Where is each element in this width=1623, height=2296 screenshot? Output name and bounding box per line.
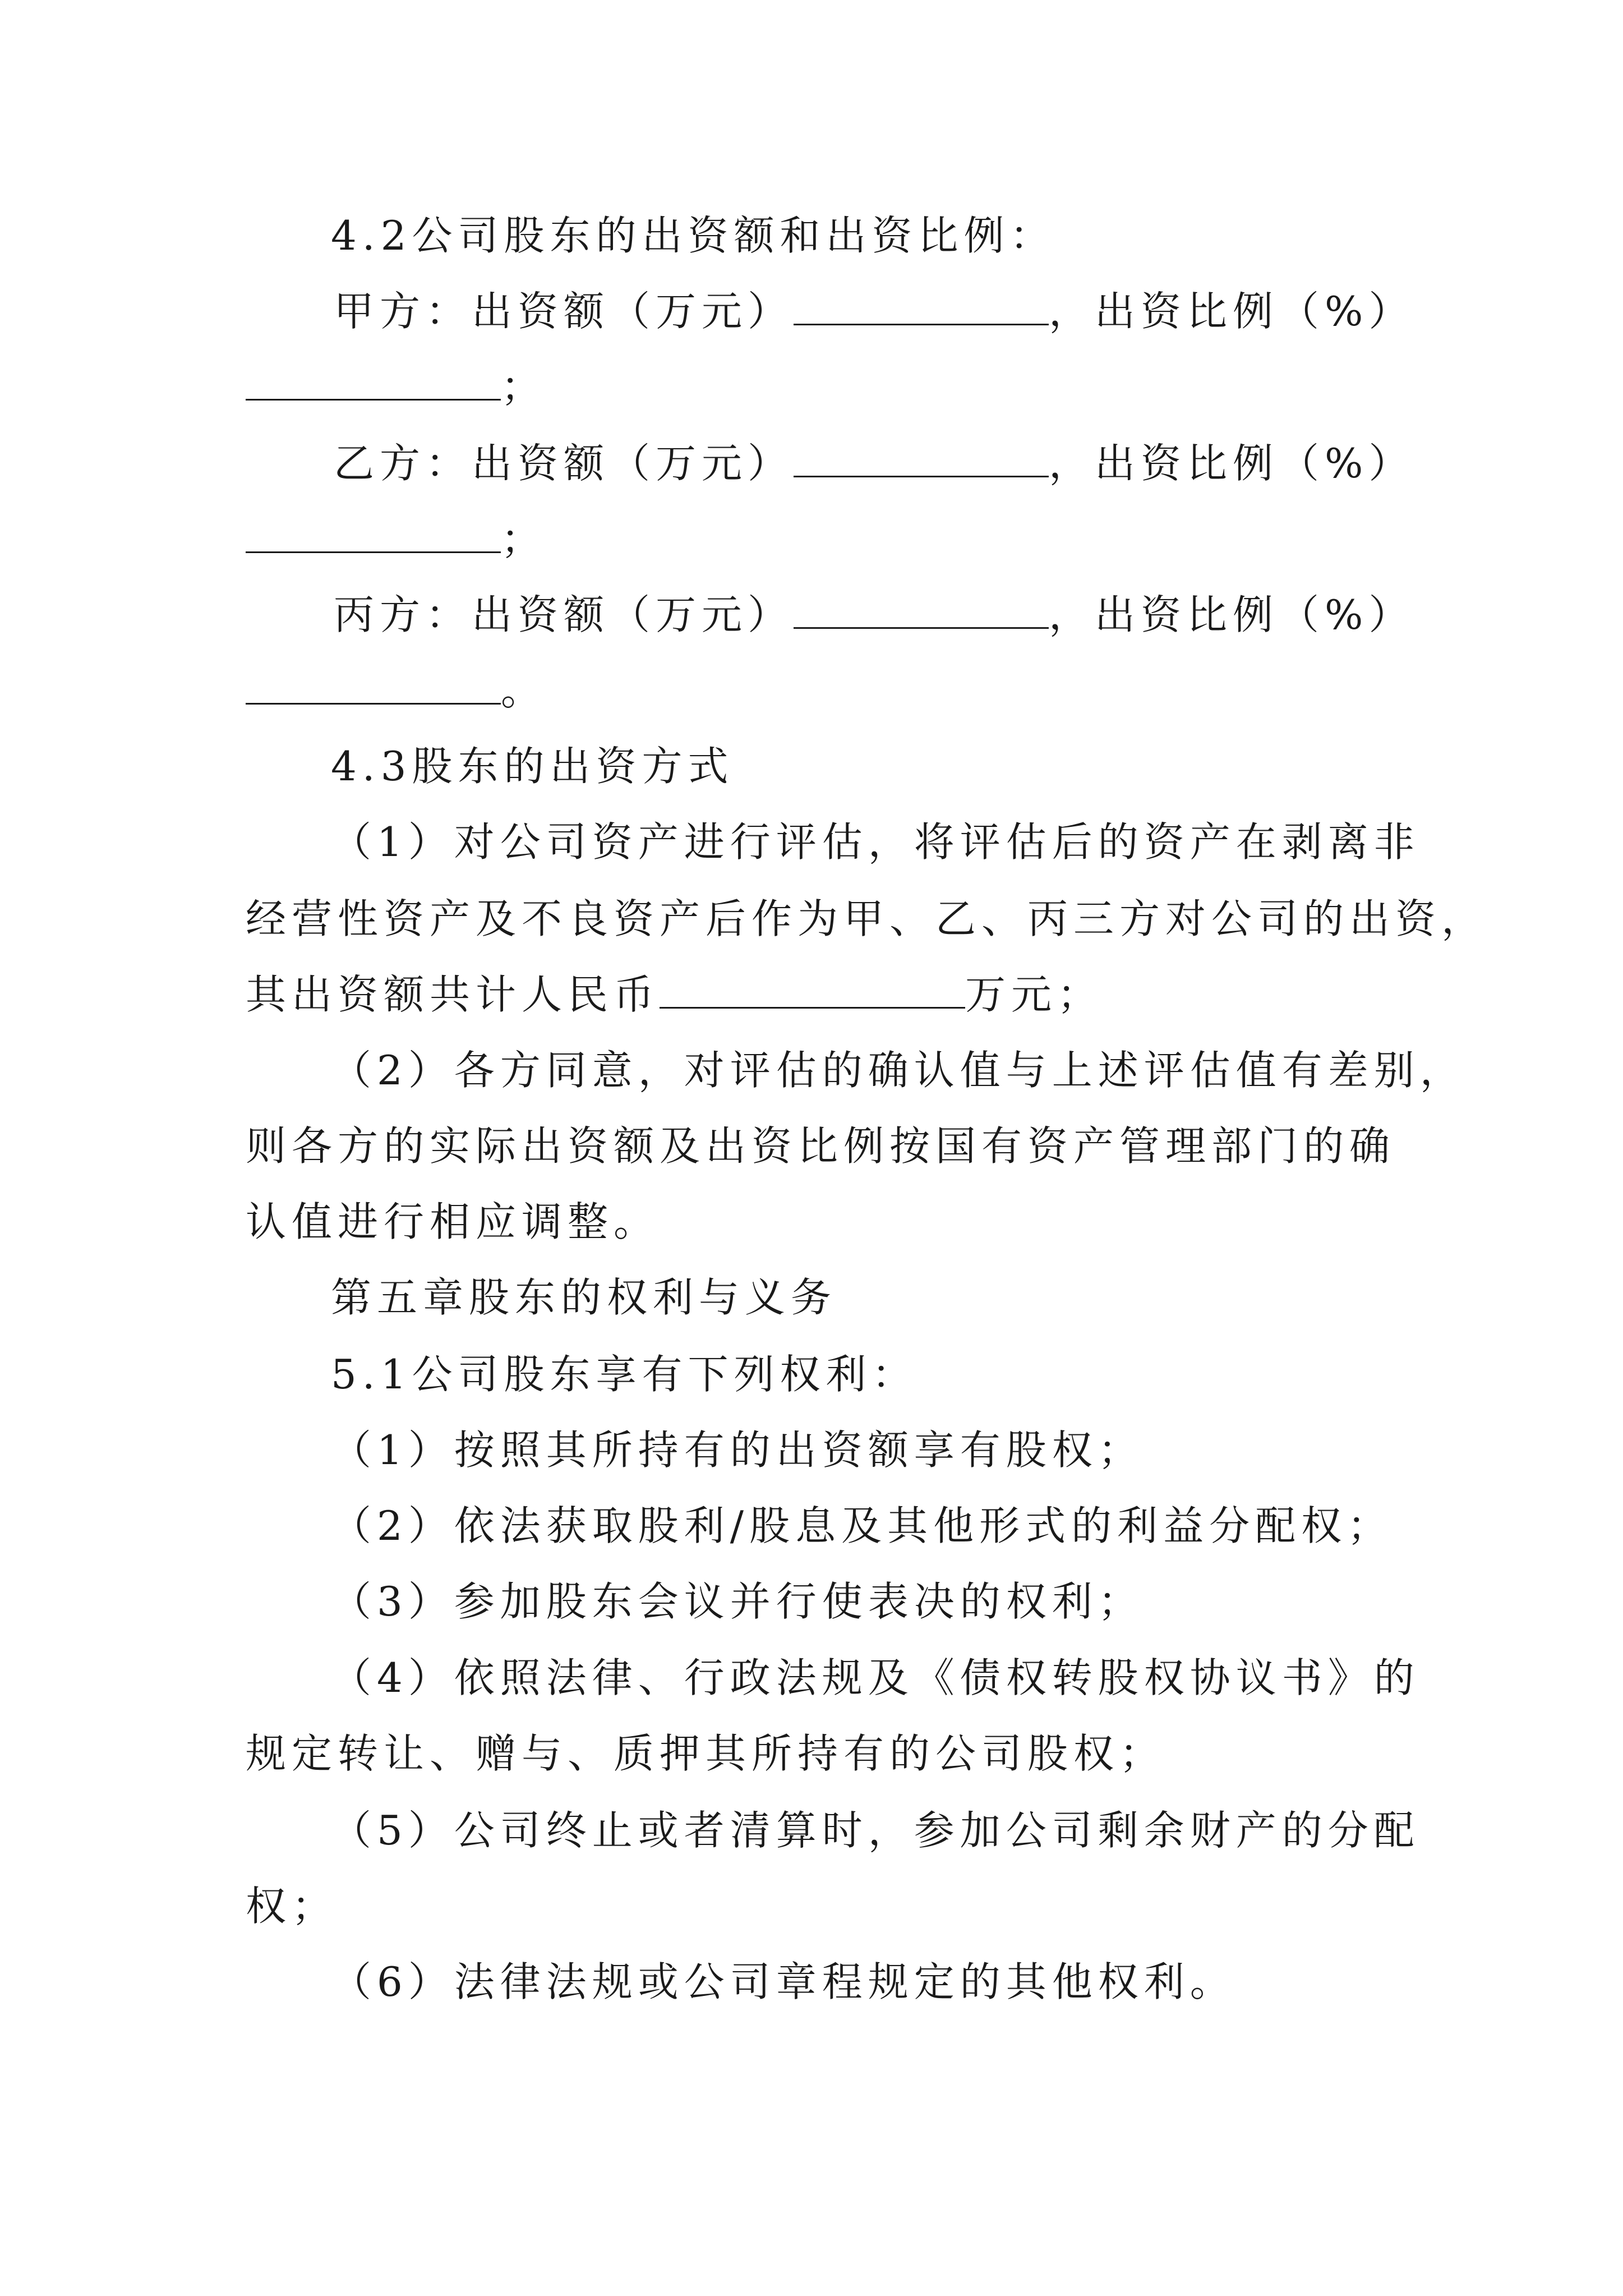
item2-line1: （2）各方同意，对评估的确认值与上述评估值有差别， xyxy=(331,1047,1466,1094)
party-c-middle: ，出资比例（%） xyxy=(1049,591,1415,638)
item1-line1: （1）对公司资产进行评估，将评估后的资产在剥离非 xyxy=(331,818,1420,866)
right-5-line1: （5）公司终止或者清算时，参加公司剩余财产的分配 xyxy=(331,1807,1420,1854)
right-4-line2: 规定转让、赠与、质押其所持有的公司股权； xyxy=(246,1730,1166,1777)
item1-line3-suffix: 万元； xyxy=(965,971,1104,1018)
party-c-ratio-blank xyxy=(246,668,501,705)
party-b-line xyxy=(334,438,1414,489)
right-1: （1）按照其所持有的出资额享有股权； xyxy=(331,1427,1144,1474)
party-a-prefix: 甲方：出资额（万元） xyxy=(334,288,794,335)
party-b-middle: ，出资比例（%） xyxy=(1049,440,1415,487)
right-6: （6）法律法规或公司章程规定的其他权利。 xyxy=(331,1958,1236,2005)
party-c-line xyxy=(334,590,1414,640)
right-2: （2）依法获取股利/股息及其他形式的利益分配权； xyxy=(331,1502,1394,1549)
section-5-1-heading: 5.1公司股东享有下列权利： xyxy=(331,1351,918,1398)
section-4-2-heading: 4.2公司股东的出资额和出资比例： xyxy=(331,212,1056,259)
party-b-amount-blank xyxy=(794,441,1049,477)
party-a-amount-blank xyxy=(794,289,1049,325)
party-a-end: ； xyxy=(501,363,547,410)
party-c-prefix: 丙方：出资额（万元） xyxy=(334,591,794,638)
party-c-amount-blank xyxy=(794,592,1049,629)
chapter-5-title: 第五章股东的权利与义务 xyxy=(331,1274,837,1321)
right-3: （3）参加股东会议并行使表决的权利； xyxy=(331,1578,1144,1625)
party-a-ratio-blank xyxy=(246,364,501,401)
item1-line3 xyxy=(246,969,1103,1020)
party-a-line xyxy=(334,286,1414,337)
item1-line3-prefix: 其出资额共计人民币 xyxy=(246,971,660,1018)
total-amount-blank xyxy=(660,972,965,1009)
party-b-prefix: 乙方：出资额（万元） xyxy=(334,440,794,487)
item2-line2: 则各方的实际出资额及出资比例按国有资产管理部门的确 xyxy=(246,1122,1396,1170)
party-c-ratio-line xyxy=(246,665,547,716)
right-5-line2: 权； xyxy=(246,1883,338,1930)
party-b-end: ； xyxy=(501,516,547,563)
party-a-middle: ，出资比例（%） xyxy=(1049,288,1415,335)
right-4-line1: （4）依照法律、行政法规及《债权转股权协议书》的 xyxy=(331,1654,1420,1701)
section-4-3-heading: 4.3股东的出资方式 xyxy=(331,743,734,790)
party-c-end: 。 xyxy=(501,667,547,714)
item2-line3: 认值进行相应调整。 xyxy=(246,1198,660,1245)
party-a-ratio-line xyxy=(246,361,547,412)
party-b-ratio-line xyxy=(246,514,547,564)
item1-line2: 经营性资产及不良资产后作为甲、乙、丙三方对公司的出资， xyxy=(246,895,1488,942)
party-b-ratio-blank xyxy=(246,517,501,553)
